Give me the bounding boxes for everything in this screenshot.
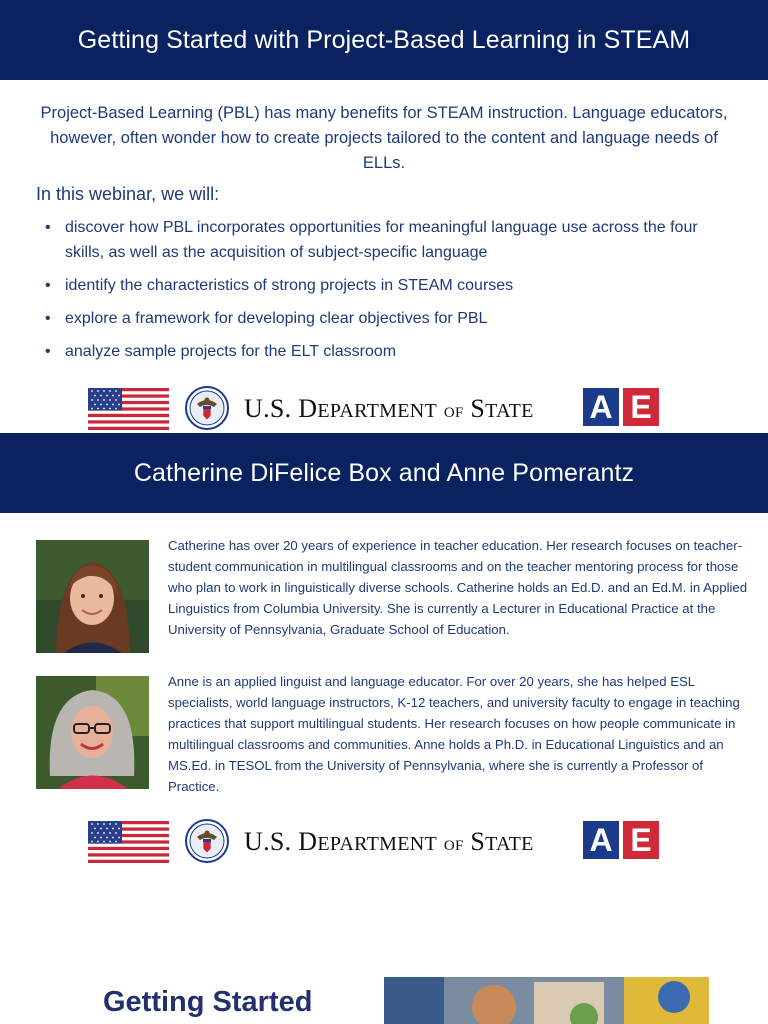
anne-bio: Anne is an applied linguist and language educator. For over 20 years, she has helped ESL specialists, world language instructors, K-12 teachers, and university faculty to engage in teaching practices that support multilingual students. Her research focuses on how people communicate in multilingual classrooms and communities. Anne holds a Ph.D. in Educational Linguistics and an MS.Ed. in TESOL from the University of Pennsylvania, where she is currently a Professor of Practice.: [168, 674, 740, 794]
ae-logo-a: A: [583, 821, 619, 859]
ae-logo-a: A: [583, 388, 619, 426]
state-department-wordmark: U.S. DEPARTMENT OF STATE: [244, 827, 534, 856]
state-department-seal-icon: [185, 386, 229, 430]
us-flag-icon: [88, 388, 169, 430]
state-department-wordmark: U.S. DEPARTMENT OF STATE: [244, 394, 534, 423]
presenters-title: Catherine DiFelice Box and Anne Pomerantz: [133, 458, 635, 487]
webinar-objectives-list: [45, 215, 735, 372]
american-english-logo: [583, 821, 659, 859]
sponsor-logo-row: [88, 384, 678, 432]
anne-photo: [36, 676, 149, 789]
page-title: Getting Started with Project-Based Learning in STEAM: [77, 25, 691, 54]
ae-logo-e: E: [623, 821, 659, 859]
next-page-photo: [384, 977, 709, 1024]
list-item: • identify the characteristics of strong projects in STEAM courses: [45, 277, 514, 294]
next-page-title: Getting Started: [103, 986, 313, 1018]
intro-paragraph: Project-Based Learning (PBL) has many benefits for STEAM instruction. Language educators, however, often wonder how to create projects tailored to the content and language needs of ELLs.: [40, 104, 728, 172]
presenters-banner: [0, 433, 768, 513]
list-item: • analyze sample projects for the ELT classroom: [45, 343, 397, 360]
catherine-photo: [36, 540, 149, 653]
state-department-seal-icon: [185, 819, 229, 863]
catherine-bio: Catherine has over 20 years of experience in teacher education. Her research focuses on teacher-student communication in multilingual classrooms and on the teacher mentoring process for those who plan to work in linguistically diverse schools. Catherine holds an Ed.D. and an Ed.M. in Applied Linguistics from Columbia University. She is currently a Lecturer in Educational Practice at the University of Pennsylvania, Graduate School of Education.: [168, 538, 748, 637]
webinar-lead: In this webinar, we will:: [36, 184, 220, 204]
us-flag-icon: [88, 821, 169, 863]
page-title-banner: [0, 0, 768, 80]
list-item: • discover how PBL incorporates opportunities for meaningful language use across the four skills, as well as the acquisition of subject-specific language: [45, 219, 698, 261]
list-item: • explore a framework for developing clear objectives for PBL: [45, 310, 488, 327]
ae-logo-e: E: [623, 388, 659, 426]
sponsor-logo-row: [88, 817, 678, 865]
american-english-logo: [583, 388, 659, 426]
